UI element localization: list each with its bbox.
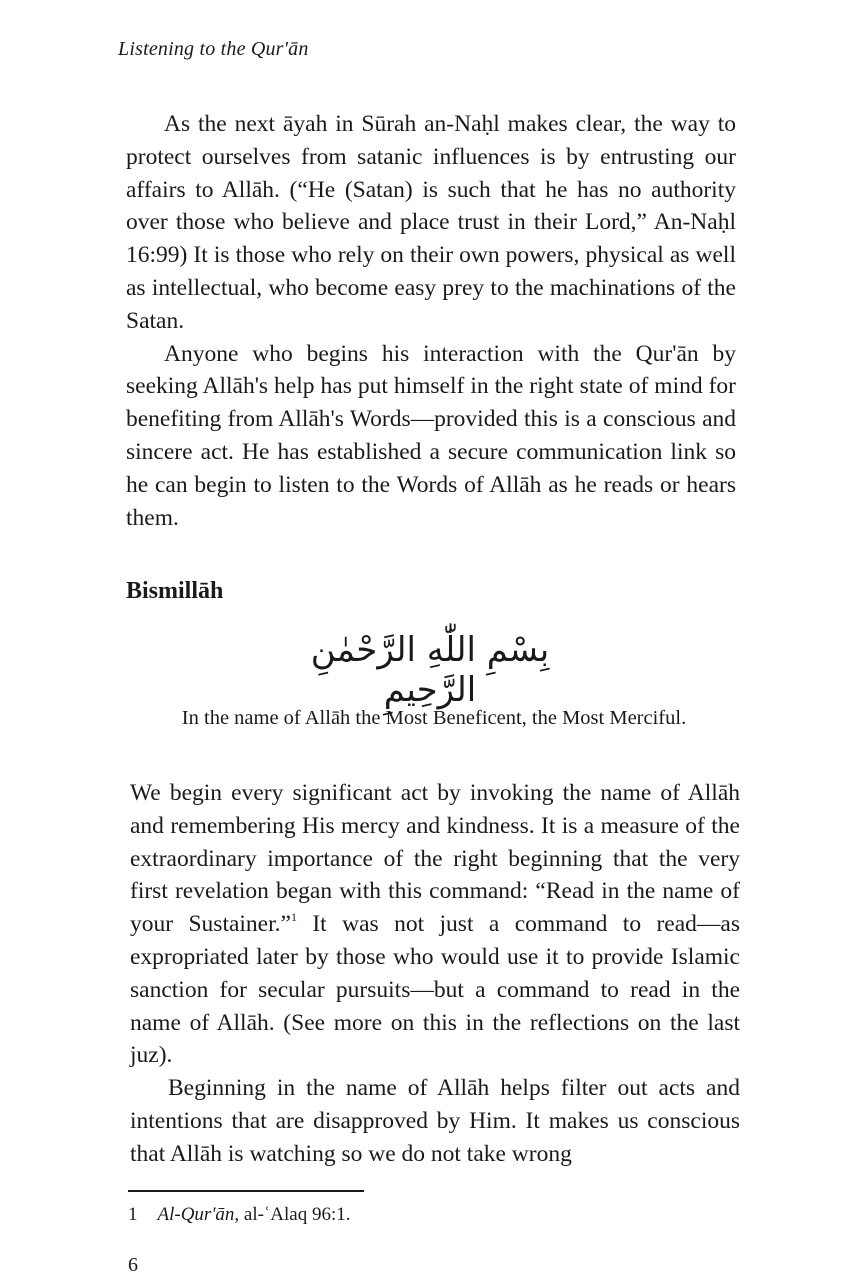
footnote-divider xyxy=(128,1190,364,1192)
footnote-reference[interactable]: 1 xyxy=(290,910,297,925)
footnote-number: 1 xyxy=(128,1204,138,1225)
section-heading: Bismillāh xyxy=(126,578,224,604)
body-section-2 xyxy=(130,777,740,1171)
paragraph-4: Beginning in the name of Allāh helps filter out acts and intentions that are disapproved by Him. It makes us conscious that Allāh is watching so we do not take wrong xyxy=(130,1075,740,1167)
bismillah-calligraphy: بِسْمِ اللّٰهِ الرَّحْمٰنِ الرَّحِيمِ xyxy=(310,630,550,710)
footnote-citation: al-ʿAlaq 96:1. xyxy=(239,1204,351,1225)
running-head: Listening to the Qur'ān xyxy=(118,38,309,60)
footnote xyxy=(128,1204,350,1226)
paragraph-3-text-a: We begin every significant act by invoking the name of Allāh and remembering His mercy and kindness. It is a measure of the extraordinary importance of the right beginning that the very first revelation began with this command: “Read in the name of your Sustainer.” xyxy=(130,780,740,938)
body-section-1 xyxy=(126,108,736,534)
paragraph-3-text-b: It was not just a command to read—as expropriated later by those who would use it to provide Islamic sanction for secular pursuits—but a command to read in the name of Allāh. (See more on this in the reflections on the last juz). xyxy=(130,911,740,1069)
page-number: 6 xyxy=(128,1254,138,1276)
paragraph-1: As the next āyah in Sūrah an-Naḥl makes clear, the way to protect ourselves from satanic influences is by entrusting our affairs to Allāh. (“He (Satan) is such that he has no authority over those who believe and place trust in their Lord,” An-Naḥl 16:99) It is those who rely on their own powers, physical as well as intellectual, who become easy prey to the machinations of the Satan. xyxy=(126,111,736,334)
paragraph-3 xyxy=(130,777,740,1072)
paragraph-2: Anyone who begins his interaction with the Qur'ān by seeking Allāh's help has put himself in the right state of mind for benefiting from Allāh's Words—provided this is a conscious and sincere act. He has established a secure communication link so he can begin to listen to the Words of Allāh as he reads or hears them. xyxy=(126,340,736,531)
bismillah-translation: In the name of Allāh the Most Beneficent, the Most Merciful. xyxy=(181,707,687,729)
footnote-source: Al-Qur'ān, xyxy=(157,1204,240,1225)
